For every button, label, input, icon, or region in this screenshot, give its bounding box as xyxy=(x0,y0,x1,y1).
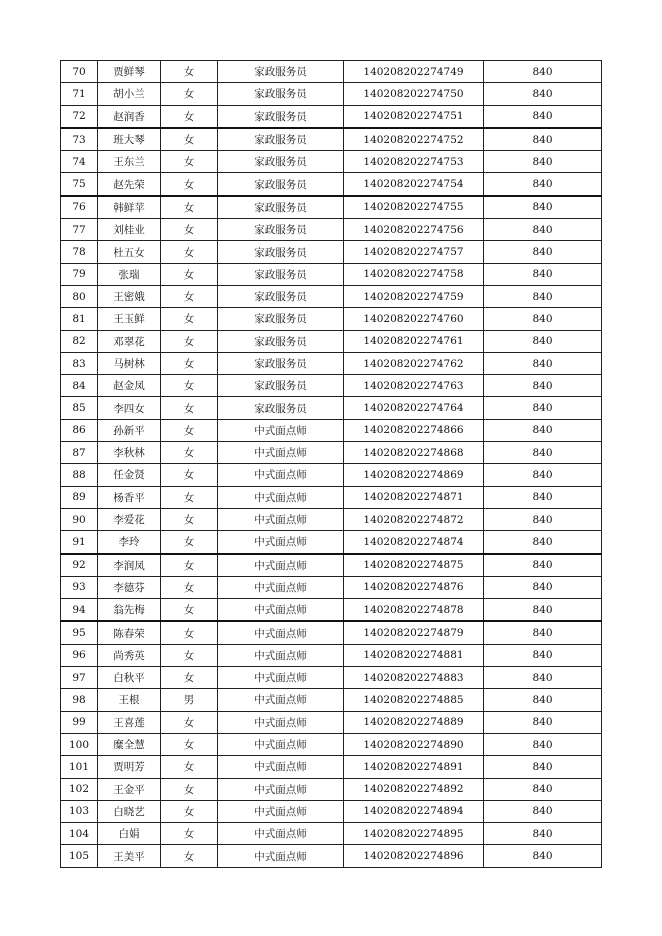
certificate-id-cell: 140208202274751 xyxy=(344,105,484,128)
name-cell: 王金平 xyxy=(98,778,161,800)
gender-cell: 女 xyxy=(161,778,218,800)
amount-cell: 840 xyxy=(484,375,602,397)
occupation-cell: 家政服务员 xyxy=(218,173,344,196)
certificate-id-cell: 140208202274895 xyxy=(344,823,484,845)
row-number-cell: 105 xyxy=(61,845,98,867)
roster-body xyxy=(61,61,602,868)
gender-cell: 女 xyxy=(161,823,218,845)
gender-cell: 女 xyxy=(161,308,218,330)
table-row xyxy=(61,576,602,598)
gender-cell: 女 xyxy=(161,756,218,778)
certificate-id-cell: 140208202274756 xyxy=(344,219,484,241)
certificate-id-cell: 140208202274868 xyxy=(344,442,484,464)
occupation-cell: 家政服务员 xyxy=(218,196,344,219)
name-cell: 赵金凤 xyxy=(98,375,161,397)
gender-cell: 女 xyxy=(161,61,218,83)
amount-cell: 840 xyxy=(484,241,602,263)
certificate-id-cell: 140208202274876 xyxy=(344,576,484,598)
row-number-cell: 85 xyxy=(61,397,98,419)
table-row xyxy=(61,330,602,352)
table-row xyxy=(61,419,602,441)
amount-cell: 840 xyxy=(484,621,602,644)
table-row xyxy=(61,689,602,711)
row-number-cell: 76 xyxy=(61,196,98,219)
occupation-cell: 中式面点师 xyxy=(218,823,344,845)
row-number-cell: 82 xyxy=(61,330,98,352)
amount-cell: 840 xyxy=(484,554,602,577)
gender-cell: 女 xyxy=(161,397,218,419)
amount-cell: 840 xyxy=(484,419,602,441)
gender-cell: 女 xyxy=(161,419,218,441)
occupation-cell: 中式面点师 xyxy=(218,442,344,464)
gender-cell: 女 xyxy=(161,621,218,644)
certificate-id-cell: 140208202274750 xyxy=(344,83,484,105)
table-row xyxy=(61,196,602,219)
occupation-cell: 中式面点师 xyxy=(218,756,344,778)
table-row xyxy=(61,823,602,845)
occupation-cell: 家政服务员 xyxy=(218,330,344,352)
row-number-cell: 79 xyxy=(61,263,98,285)
row-number-cell: 95 xyxy=(61,621,98,644)
gender-cell: 女 xyxy=(161,330,218,352)
table-row xyxy=(61,756,602,778)
gender-cell: 女 xyxy=(161,196,218,219)
name-cell: 李玲 xyxy=(98,531,161,554)
name-cell: 邓翠花 xyxy=(98,330,161,352)
gender-cell: 女 xyxy=(161,531,218,554)
amount-cell: 840 xyxy=(484,800,602,822)
occupation-cell: 中式面点师 xyxy=(218,554,344,577)
certificate-id-cell: 140208202274761 xyxy=(344,330,484,352)
name-cell: 赵润香 xyxy=(98,105,161,128)
amount-cell: 840 xyxy=(484,599,602,622)
gender-cell: 女 xyxy=(161,219,218,241)
certificate-id-cell: 140208202274757 xyxy=(344,241,484,263)
table-row xyxy=(61,778,602,800)
certificate-id-cell: 140208202274759 xyxy=(344,285,484,307)
row-number-cell: 88 xyxy=(61,464,98,486)
amount-cell: 840 xyxy=(484,263,602,285)
table-row xyxy=(61,105,602,128)
table-row xyxy=(61,508,602,530)
amount-cell: 840 xyxy=(484,756,602,778)
name-cell: 白晓艺 xyxy=(98,800,161,822)
table-row xyxy=(61,151,602,173)
name-cell: 王喜莲 xyxy=(98,711,161,733)
row-number-cell: 99 xyxy=(61,711,98,733)
gender-cell: 女 xyxy=(161,845,218,867)
certificate-id-cell: 140208202274883 xyxy=(344,667,484,689)
amount-cell: 840 xyxy=(484,352,602,374)
gender-cell: 女 xyxy=(161,711,218,733)
occupation-cell: 中式面点师 xyxy=(218,419,344,441)
occupation-cell: 中式面点师 xyxy=(218,621,344,644)
occupation-cell: 家政服务员 xyxy=(218,61,344,83)
row-number-cell: 73 xyxy=(61,128,98,151)
occupation-cell: 家政服务员 xyxy=(218,285,344,307)
amount-cell: 840 xyxy=(484,61,602,83)
table-row xyxy=(61,397,602,419)
amount-cell: 840 xyxy=(484,576,602,598)
table-row xyxy=(61,442,602,464)
certificate-id-cell: 140208202274764 xyxy=(344,397,484,419)
amount-cell: 840 xyxy=(484,151,602,173)
table-row xyxy=(61,644,602,666)
name-cell: 胡小兰 xyxy=(98,83,161,105)
amount-cell: 840 xyxy=(484,442,602,464)
certificate-id-cell: 140208202274755 xyxy=(344,196,484,219)
table-row xyxy=(61,464,602,486)
row-number-cell: 103 xyxy=(61,800,98,822)
occupation-cell: 中式面点师 xyxy=(218,576,344,598)
occupation-cell: 中式面点师 xyxy=(218,644,344,666)
occupation-cell: 中式面点师 xyxy=(218,599,344,622)
row-number-cell: 77 xyxy=(61,219,98,241)
amount-cell: 840 xyxy=(484,105,602,128)
name-cell: 王东兰 xyxy=(98,151,161,173)
amount-cell: 840 xyxy=(484,330,602,352)
name-cell: 赵先荣 xyxy=(98,173,161,196)
gender-cell: 女 xyxy=(161,442,218,464)
row-number-cell: 90 xyxy=(61,508,98,530)
row-number-cell: 86 xyxy=(61,419,98,441)
row-number-cell: 91 xyxy=(61,531,98,554)
certificate-id-cell: 140208202274885 xyxy=(344,689,484,711)
row-number-cell: 92 xyxy=(61,554,98,577)
table-row xyxy=(61,285,602,307)
occupation-cell: 家政服务员 xyxy=(218,241,344,263)
table-row xyxy=(61,621,602,644)
name-cell: 李润凤 xyxy=(98,554,161,577)
row-number-cell: 104 xyxy=(61,823,98,845)
name-cell: 马树林 xyxy=(98,352,161,374)
certificate-id-cell: 140208202274894 xyxy=(344,800,484,822)
occupation-cell: 中式面点师 xyxy=(218,464,344,486)
certificate-id-cell: 140208202274892 xyxy=(344,778,484,800)
amount-cell: 840 xyxy=(484,128,602,151)
name-cell: 刘桂业 xyxy=(98,219,161,241)
row-number-cell: 72 xyxy=(61,105,98,128)
certificate-id-cell: 140208202274874 xyxy=(344,531,484,554)
table-row xyxy=(61,486,602,508)
name-cell: 陈春荣 xyxy=(98,621,161,644)
name-cell: 韩鲜苹 xyxy=(98,196,161,219)
amount-cell: 840 xyxy=(484,667,602,689)
row-number-cell: 81 xyxy=(61,308,98,330)
table-row xyxy=(61,845,602,867)
occupation-cell: 家政服务员 xyxy=(218,352,344,374)
gender-cell: 女 xyxy=(161,285,218,307)
table-row xyxy=(61,800,602,822)
gender-cell: 男 xyxy=(161,689,218,711)
certificate-id-cell: 140208202274871 xyxy=(344,486,484,508)
gender-cell: 女 xyxy=(161,173,218,196)
amount-cell: 840 xyxy=(484,823,602,845)
row-number-cell: 94 xyxy=(61,599,98,622)
table-row xyxy=(61,531,602,554)
amount-cell: 840 xyxy=(484,219,602,241)
table-row xyxy=(61,241,602,263)
row-number-cell: 84 xyxy=(61,375,98,397)
amount-cell: 840 xyxy=(484,689,602,711)
gender-cell: 女 xyxy=(161,667,218,689)
row-number-cell: 78 xyxy=(61,241,98,263)
name-cell: 王美平 xyxy=(98,845,161,867)
amount-cell: 840 xyxy=(484,83,602,105)
row-number-cell: 87 xyxy=(61,442,98,464)
certificate-id-cell: 140208202274762 xyxy=(344,352,484,374)
name-cell: 尚秀英 xyxy=(98,644,161,666)
gender-cell: 女 xyxy=(161,128,218,151)
gender-cell: 女 xyxy=(161,508,218,530)
row-number-cell: 100 xyxy=(61,733,98,755)
table-row xyxy=(61,375,602,397)
occupation-cell: 家政服务员 xyxy=(218,128,344,151)
name-cell: 班大琴 xyxy=(98,128,161,151)
name-cell: 贾明芳 xyxy=(98,756,161,778)
row-number-cell: 101 xyxy=(61,756,98,778)
certificate-id-cell: 140208202274752 xyxy=(344,128,484,151)
row-number-cell: 102 xyxy=(61,778,98,800)
gender-cell: 女 xyxy=(161,375,218,397)
table-row xyxy=(61,308,602,330)
name-cell: 李四女 xyxy=(98,397,161,419)
table-row xyxy=(61,219,602,241)
occupation-cell: 家政服务员 xyxy=(218,151,344,173)
occupation-cell: 家政服务员 xyxy=(218,308,344,330)
gender-cell: 女 xyxy=(161,263,218,285)
gender-cell: 女 xyxy=(161,486,218,508)
amount-cell: 840 xyxy=(484,733,602,755)
table-row xyxy=(61,711,602,733)
row-number-cell: 75 xyxy=(61,173,98,196)
occupation-cell: 中式面点师 xyxy=(218,508,344,530)
certificate-id-cell: 140208202274763 xyxy=(344,375,484,397)
certificate-id-cell: 140208202274881 xyxy=(344,644,484,666)
gender-cell: 女 xyxy=(161,644,218,666)
amount-cell: 840 xyxy=(484,845,602,867)
row-number-cell: 70 xyxy=(61,61,98,83)
name-cell: 王密娥 xyxy=(98,285,161,307)
name-cell: 杜五女 xyxy=(98,241,161,263)
name-cell: 白娟 xyxy=(98,823,161,845)
row-number-cell: 98 xyxy=(61,689,98,711)
amount-cell: 840 xyxy=(484,644,602,666)
occupation-cell: 家政服务员 xyxy=(218,375,344,397)
occupation-cell: 家政服务员 xyxy=(218,263,344,285)
name-cell: 李德芬 xyxy=(98,576,161,598)
gender-cell: 女 xyxy=(161,241,218,263)
row-number-cell: 93 xyxy=(61,576,98,598)
row-number-cell: 71 xyxy=(61,83,98,105)
name-cell: 白秋平 xyxy=(98,667,161,689)
certificate-id-cell: 140208202274890 xyxy=(344,733,484,755)
certificate-id-cell: 140208202274760 xyxy=(344,308,484,330)
certificate-id-cell: 140208202274749 xyxy=(344,61,484,83)
table-row xyxy=(61,173,602,196)
occupation-cell: 中式面点师 xyxy=(218,689,344,711)
table-row xyxy=(61,667,602,689)
certificate-id-cell: 140208202274872 xyxy=(344,508,484,530)
table-row xyxy=(61,352,602,374)
amount-cell: 840 xyxy=(484,285,602,307)
certificate-id-cell: 140208202274875 xyxy=(344,554,484,577)
name-cell: 李爱花 xyxy=(98,508,161,530)
amount-cell: 840 xyxy=(484,711,602,733)
table-row xyxy=(61,263,602,285)
occupation-cell: 中式面点师 xyxy=(218,778,344,800)
gender-cell: 女 xyxy=(161,576,218,598)
gender-cell: 女 xyxy=(161,800,218,822)
amount-cell: 840 xyxy=(484,508,602,530)
amount-cell: 840 xyxy=(484,397,602,419)
name-cell: 贾鲜琴 xyxy=(98,61,161,83)
occupation-cell: 家政服务员 xyxy=(218,219,344,241)
gender-cell: 女 xyxy=(161,464,218,486)
occupation-cell: 中式面点师 xyxy=(218,733,344,755)
amount-cell: 840 xyxy=(484,196,602,219)
occupation-cell: 中式面点师 xyxy=(218,486,344,508)
certificate-id-cell: 140208202274866 xyxy=(344,419,484,441)
occupation-cell: 中式面点师 xyxy=(218,845,344,867)
amount-cell: 840 xyxy=(484,531,602,554)
certificate-id-cell: 140208202274758 xyxy=(344,263,484,285)
occupation-cell: 家政服务员 xyxy=(218,83,344,105)
name-cell: 王玉鲜 xyxy=(98,308,161,330)
gender-cell: 女 xyxy=(161,554,218,577)
name-cell: 李秋林 xyxy=(98,442,161,464)
table-row xyxy=(61,733,602,755)
amount-cell: 840 xyxy=(484,464,602,486)
row-number-cell: 74 xyxy=(61,151,98,173)
name-cell: 张瑞 xyxy=(98,263,161,285)
gender-cell: 女 xyxy=(161,105,218,128)
row-number-cell: 96 xyxy=(61,644,98,666)
amount-cell: 840 xyxy=(484,778,602,800)
amount-cell: 840 xyxy=(484,308,602,330)
occupation-cell: 家政服务员 xyxy=(218,105,344,128)
table-row xyxy=(61,83,602,105)
occupation-cell: 中式面点师 xyxy=(218,711,344,733)
row-number-cell: 97 xyxy=(61,667,98,689)
row-number-cell: 83 xyxy=(61,352,98,374)
name-cell: 任金贤 xyxy=(98,464,161,486)
name-cell: 王根 xyxy=(98,689,161,711)
occupation-cell: 中式面点师 xyxy=(218,531,344,554)
row-number-cell: 80 xyxy=(61,285,98,307)
name-cell: 翁先梅 xyxy=(98,599,161,622)
certificate-id-cell: 140208202274753 xyxy=(344,151,484,173)
certificate-id-cell: 140208202274896 xyxy=(344,845,484,867)
table-row xyxy=(61,128,602,151)
certificate-id-cell: 140208202274869 xyxy=(344,464,484,486)
table-row xyxy=(61,554,602,577)
gender-cell: 女 xyxy=(161,83,218,105)
certificate-id-cell: 140208202274754 xyxy=(344,173,484,196)
certificate-id-cell: 140208202274889 xyxy=(344,711,484,733)
certificate-id-cell: 140208202274878 xyxy=(344,599,484,622)
certificate-id-cell: 140208202274879 xyxy=(344,621,484,644)
certificate-id-cell: 140208202274891 xyxy=(344,756,484,778)
occupation-cell: 中式面点师 xyxy=(218,667,344,689)
name-cell: 孙新平 xyxy=(98,419,161,441)
occupation-cell: 家政服务员 xyxy=(218,397,344,419)
name-cell: 糜全慧 xyxy=(98,733,161,755)
gender-cell: 女 xyxy=(161,599,218,622)
occupation-cell: 中式面点师 xyxy=(218,800,344,822)
amount-cell: 840 xyxy=(484,173,602,196)
roster-table xyxy=(60,60,602,868)
table-row xyxy=(61,61,602,83)
row-number-cell: 89 xyxy=(61,486,98,508)
gender-cell: 女 xyxy=(161,352,218,374)
name-cell: 杨香平 xyxy=(98,486,161,508)
table-row xyxy=(61,599,602,622)
gender-cell: 女 xyxy=(161,733,218,755)
amount-cell: 840 xyxy=(484,486,602,508)
gender-cell: 女 xyxy=(161,151,218,173)
